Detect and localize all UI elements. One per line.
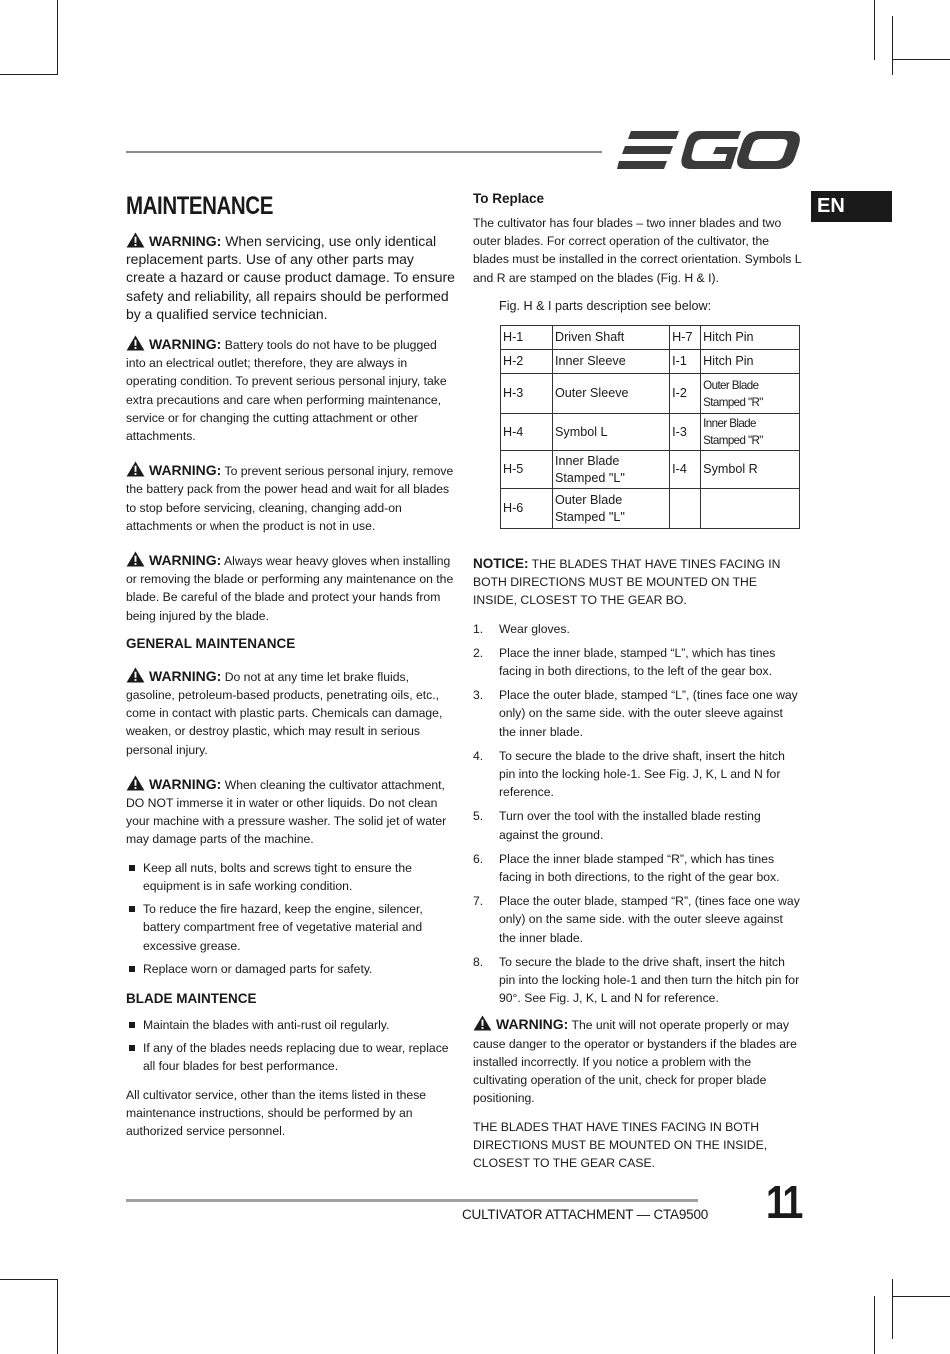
table-cell: H-1 <box>501 326 553 350</box>
table-cell: H-2 <box>501 350 553 374</box>
figure-caption: Fig. H & I parts description see below: <box>499 298 712 313</box>
warning-text: Always wear heavy gloves when installing or removing the blade or performing any maintenance on the blade. Be careful of the blade and protect your hands from being injured by the blade. <box>126 554 454 623</box>
table-cell: H-6 <box>501 489 553 529</box>
footer-rule <box>126 1199 698 1202</box>
table-cell: I-3 <box>670 414 701 451</box>
left-column <box>126 190 456 1150</box>
step-text: To secure the blade to the drive shaft, insert the hitch pin into the locking hole-1 and then turn the hitch pin for 90°. See Fig. J, K, L and N for reference. <box>499 954 800 1006</box>
table-cell: Symbol R <box>701 451 800 489</box>
step-number: 6. <box>473 851 484 866</box>
list-item: Replace worn or damaged parts for safety. <box>126 960 456 978</box>
warning-label: WARNING: <box>149 462 222 479</box>
table-row <box>501 414 800 451</box>
table-row <box>501 374 800 414</box>
warning-text: The unit will not operate properly or may cause danger to the operator or bystanders if the blades are installed incorrectly. If you notice a problem with the cultivating operation of the unit, check for proper blade positioning. <box>473 1018 797 1106</box>
table-cell: Outer Blade Stamped "R" <box>701 374 800 414</box>
list-item <box>473 850 803 886</box>
step-number: 5. <box>473 809 484 824</box>
warning-label: WARNING: <box>149 233 222 249</box>
footer-doc-title: CULTIVATOR ATTACHMENT — CTA9500 <box>462 1207 709 1222</box>
table-cell: Symbol L <box>553 414 670 451</box>
blade-maintenance-heading: BLADE MAINTENCE <box>126 990 257 1006</box>
list-item <box>473 807 803 843</box>
table-row <box>501 326 800 350</box>
table-cell: H-7 <box>670 326 701 350</box>
warning-triangle-icon <box>126 775 145 791</box>
warning-text: Battery tools do not have to be plugged into an electrical outlet; therefore, they are always in operating condition. To prevent serious personal injury, take extra precautions and care when performing maintenance, service or for changing the cutting attachment or other attachments. <box>126 338 447 444</box>
crop-mark <box>57 0 58 75</box>
notice-label: NOTICE: <box>473 556 529 572</box>
section-title: MAINTENANCE <box>126 192 273 220</box>
page-number: 11 <box>766 1176 801 1228</box>
warning-block <box>126 461 456 535</box>
warning-block <box>126 232 456 323</box>
step-number: 4. <box>473 748 484 763</box>
warning-triangle-icon <box>473 1015 492 1031</box>
replace-steps-list <box>473 620 803 1008</box>
table-cell: I-2 <box>670 374 701 414</box>
general-maintenance-heading: GENERAL MAINTENANCE <box>126 635 296 651</box>
table-row <box>501 489 800 529</box>
closing-paragraph: THE BLADES THAT HAVE TINES FACING IN BOTH DIRECTIONS MUST BE MOUNTED ON THE INSIDE, CLOSEST TO THE GEAR CASE. <box>473 1119 768 1170</box>
right-column <box>473 190 803 1182</box>
crop-mark <box>892 1296 950 1297</box>
blade-maintenance-list <box>126 1016 456 1076</box>
crop-mark <box>0 1279 58 1280</box>
list-item <box>473 644 803 680</box>
warning-block <box>126 335 456 445</box>
table-cell: Driven Shaft <box>553 326 670 350</box>
warning-label: WARNING: <box>149 336 222 353</box>
warning-block <box>126 667 456 759</box>
list-item <box>473 686 803 741</box>
list-item: If any of the blades needs replacing due to wear, replace all four blades for best performance. <box>126 1039 456 1075</box>
table-row <box>501 350 800 374</box>
warning-triangle-icon <box>126 232 145 248</box>
warning-label: WARNING: <box>149 667 222 684</box>
warning-text: To prevent serious personal injury, remove the battery pack from the power head and wait for all blades to stop before servicing, cleaning, changing add-on attachments or when the product is not in use. <box>126 464 454 533</box>
warning-text: Do not at any time let brake fluids, gasoline, petroleum-based products, penetrating oils, etc., come in contact with plastic parts. Chemicals can damage, weaken, or destroy plastic, which may result in serious personal injury. <box>126 669 443 757</box>
table-cell: Hitch Pin <box>701 350 800 374</box>
warning-triangle-icon <box>126 667 145 683</box>
warning-block <box>473 1015 803 1107</box>
header-rule <box>126 151 602 153</box>
table-cell: Inner Blade Stamped "L" <box>553 451 670 489</box>
step-text: To secure the blade to the drive shaft, insert the hitch pin into the locking hole-1. See Fig. J, K, L and N for reference. <box>499 748 785 800</box>
warning-triangle-icon <box>126 551 145 567</box>
table-cell: Inner Sleeve <box>553 350 670 374</box>
intro-paragraph: The cultivator has four blades – two inner blades and two outer blades. For correct operation of the cultivator, the blades must be installed in the correct orientation. Symbols L and R are stamped on the blades (Fig. H & I). <box>473 216 802 285</box>
table-cell: H-5 <box>501 451 553 489</box>
table-cell: Hitch Pin <box>701 326 800 350</box>
table-cell: I-1 <box>670 350 701 374</box>
warning-label: WARNING: <box>496 1016 569 1033</box>
list-item <box>473 892 803 947</box>
crop-mark <box>0 74 58 75</box>
language-tab: EN <box>811 191 892 222</box>
ego-logo <box>617 128 801 172</box>
parts-table <box>500 325 800 529</box>
step-text: Place the outer blade, stamped “R”, (tines face one way only) on the same side. with the outer sleeve against the inner blade. <box>499 894 800 945</box>
closing-paragraph: All cultivator service, other than the items listed in these maintenance instructions, should be performed by an authorized service personnel. <box>126 1087 427 1138</box>
notice-text: THE BLADES THAT HAVE TINES FACING IN BOTH DIRECTIONS MUST BE MOUNTED ON THE INSIDE, CLOSEST TO THE GEAR BO. <box>473 557 781 608</box>
step-number: 3. <box>473 688 484 703</box>
crop-mark <box>57 1279 58 1354</box>
warning-triangle-icon <box>126 461 145 477</box>
list-item <box>473 953 803 1008</box>
table-cell: H-4 <box>501 414 553 451</box>
warning-text: When cleaning the cultivator attachment, DO NOT immerse it in water or other liquids. Do not clean your machine with a pressure washer. The solid jet of water may damage parts of the machine. <box>126 777 447 847</box>
table-cell <box>701 489 800 529</box>
step-number: 7. <box>473 894 484 909</box>
crop-mark <box>892 16 893 75</box>
table-cell <box>670 489 701 529</box>
table-cell: Outer Blade Stamped "L" <box>553 489 670 529</box>
warning-block <box>126 551 456 625</box>
list-item <box>473 747 803 802</box>
table-cell: H-3 <box>501 374 553 414</box>
table-row <box>501 451 800 489</box>
notice-block <box>473 555 803 610</box>
step-text: Wear gloves. <box>499 621 570 636</box>
warning-label: WARNING: <box>149 552 222 569</box>
crop-mark <box>892 1279 893 1339</box>
table-cell: Inner Blade Stamped "R" <box>701 414 800 451</box>
step-number: 8. <box>473 954 484 969</box>
warning-text: When servicing, use only identical replacement parts. Use of any other parts may create a hazard or cause product damage. To ensure safety and reliability, all repairs should be performed by a qualified service technician. <box>126 233 455 322</box>
crop-mark <box>892 59 950 60</box>
crop-mark <box>874 0 875 60</box>
list-item: Maintain the blades with anti-rust oil regularly. <box>126 1016 456 1034</box>
warning-label: WARNING: <box>149 775 222 792</box>
table-cell: Outer Sleeve <box>553 374 670 414</box>
warning-block <box>126 775 456 849</box>
step-text: Turn over the tool with the installed blade resting against the ground. <box>499 809 761 842</box>
table-cell: I-4 <box>670 451 701 489</box>
step-text: Place the outer blade, stamped “L”, (tines face one way only) on the same side. with the outer sleeve against the inner blade. <box>499 688 798 739</box>
list-item: To reduce the fire hazard, keep the engine, silencer, battery compartment free of vegetative material and excessive grease. <box>126 900 456 955</box>
list-item <box>473 620 803 638</box>
step-number: 1. <box>473 621 484 636</box>
step-number: 2. <box>473 645 484 660</box>
warning-triangle-icon <box>126 335 145 351</box>
crop-mark <box>874 1296 875 1354</box>
step-text: Place the inner blade stamped “R”, which has tines facing in both directions, to the right of the gear box. <box>499 851 780 885</box>
general-maintenance-list <box>126 859 456 978</box>
to-replace-heading: To Replace <box>473 191 545 206</box>
list-item: Keep all nuts, bolts and screws tight to ensure the equipment is in safe working condition. <box>126 859 456 895</box>
step-text: Place the inner blade, stamped “L”, which has tines facing in both directions, to the left of the gear box. <box>499 645 776 679</box>
